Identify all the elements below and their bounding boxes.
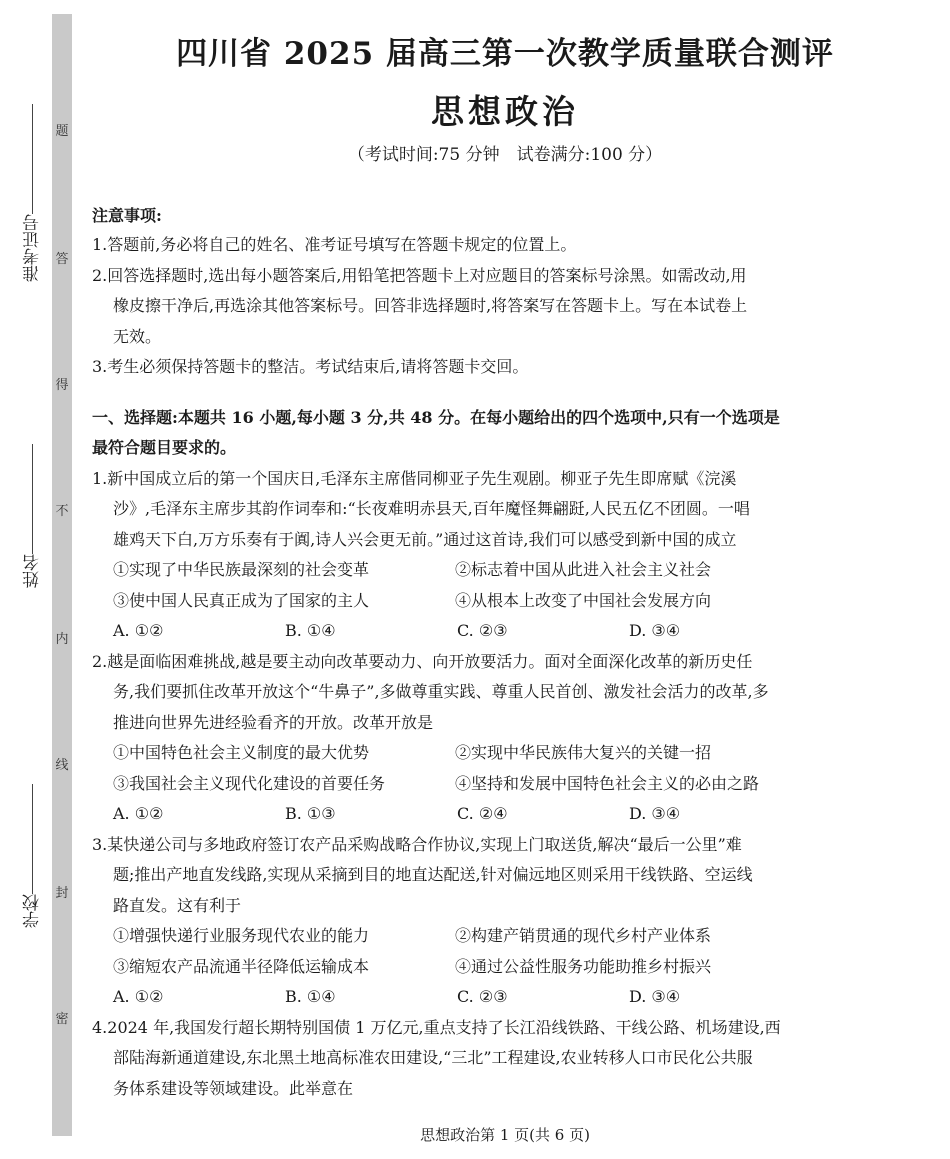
- statement: ④从根本上改变了中国社会发展方向: [455, 590, 712, 610]
- question-stem: 雄鸡天下白,万方乐奏有于阗,诗人兴会更无前。”通过这首诗,我们可以感受到新中国的成立: [113, 529, 737, 549]
- question-stem: 务体系建设等领域建设。此举意在: [113, 1078, 354, 1098]
- question-stem: 2.越是面临困难挑战,越是要主动向改革要动力、向开放要活力。面对全面深化改革的新历史任: [92, 651, 753, 671]
- section-title: 最符合题目要求的。: [92, 438, 237, 457]
- choice-d: D. ③④: [629, 987, 681, 1006]
- seal-char: 密: [55, 1012, 69, 1027]
- choice-b: B. ①④: [285, 621, 336, 640]
- exam-info: （考试时间:75 分钟 试卷满分:100 分）: [347, 145, 663, 165]
- question-stem: 题;推出产地直发线路,实现从采摘到目的地直达配送,针对偏远地区则采用干线铁路、空运线: [113, 865, 753, 884]
- statement: ②构建产销贯通的现代乡村产业体系: [455, 926, 712, 945]
- notice-item: 3.考生必须保持答题卡的整洁。考试结束后,请将答题卡交回。: [92, 357, 529, 376]
- notice-item: 无效。: [113, 326, 162, 346]
- choice-d: D. ③④: [629, 621, 681, 640]
- question-stem: 路直发。这有利于: [113, 895, 242, 915]
- seal-char: 线: [55, 758, 69, 773]
- exam-content: [92, 202, 860, 1104]
- question-stem: 1.新中国成立后的第一个国庆日,毛泽东主席偕同柳亚子先生观剧。柳亚子先生即席赋《浣溪: [92, 468, 737, 488]
- choice-c: C. ②③: [457, 987, 508, 1006]
- choice-a: A. ①②: [113, 621, 164, 640]
- exam-number-field: 准考证号: [18, 100, 46, 287]
- choice-c: C. ②④: [457, 804, 508, 823]
- seal-char: 得: [55, 378, 69, 393]
- choice-b: B. ①④: [285, 987, 336, 1006]
- question-2: [92, 647, 860, 830]
- subject-title: 思想政治: [431, 92, 579, 131]
- question-3: [92, 830, 860, 1013]
- statement: ①增强快递行业服务现代农业的能力: [113, 926, 370, 945]
- seal-char: 题: [55, 124, 69, 139]
- choice-a: A. ①②: [113, 804, 164, 823]
- statement: ③缩短农产品流通半径降低运输成本: [113, 956, 370, 976]
- seal-char: 内: [55, 632, 69, 647]
- question-stem: 务,我们要抓住改革开放这个“牛鼻子”,多做尊重实践、尊重人民首创、激发社会活力的改革,多: [113, 682, 769, 701]
- exam-title: 四川省 2025 届高三第一次教学质量联合测评: [176, 36, 834, 72]
- statement: ②标志着中国从此进入社会主义社会: [455, 560, 712, 579]
- choice-d: D. ③④: [629, 804, 681, 823]
- page-footer: 思想政治第 1 页(共 6 页): [420, 1126, 590, 1144]
- choice-c: C. ②③: [457, 621, 508, 640]
- school-field: 学校: [18, 780, 46, 933]
- question-4: [92, 1013, 860, 1105]
- seal-char: 不: [55, 504, 69, 519]
- seal-char: 答: [55, 252, 69, 267]
- choice-b: B. ①③: [285, 804, 336, 823]
- statement: ③使中国人民真正成为了国家的主人: [113, 590, 370, 610]
- name-field: 姓名: [18, 440, 46, 593]
- question-stem: 部陆海新通道建设,东北黑土地高标准农田建设,“三北”工程建设,农业转移人口市民化公共服: [113, 1048, 753, 1067]
- notice-item: 2.回答选择题时,选出每小题答案后,用铅笔把答题卡上对应题目的答案标号涂黑。如需改动,用: [92, 265, 747, 285]
- question-1: [92, 464, 860, 647]
- notice-item: 1.答题前,务必将自己的姓名、准考证号填写在答题卡规定的位置上。: [92, 235, 577, 254]
- question-stem: 4.2024 年,我国发行超长期特别国债 1 万亿元,重点支持了长江沿线铁路、干线公路、机场建设,西: [92, 1017, 781, 1037]
- question-stem: 推进向世界先进经验看齐的开放。改革开放是: [113, 712, 434, 732]
- statement: ①中国特色社会主义制度的最大优势: [113, 743, 370, 762]
- notice-item: 橡皮擦干净后,再选涂其他答案标号。回答非选择题时,将答案写在答题卡上。写在本试卷上: [113, 296, 748, 315]
- binding-gutter: [52, 14, 72, 1136]
- notice-title: 注意事项:: [92, 206, 162, 225]
- statement: ④通过公益性服务功能助推乡村振兴: [455, 956, 712, 976]
- statement: ②实现中华民族伟大复兴的关键一招: [455, 743, 712, 762]
- statement: ③我国社会主义现代化建设的首要任务: [113, 773, 386, 793]
- choice-a: A. ①②: [113, 987, 164, 1006]
- seal-char: 封: [55, 886, 69, 901]
- statement: ①实现了中华民族最深刻的社会变革: [113, 560, 370, 579]
- statement: ④坚持和发展中国特色社会主义的必由之路: [455, 773, 760, 793]
- question-stem: 沙》,毛泽东主席步其韵作词奉和:“长夜难明赤县天,百年魔怪舞翩跹,人民五亿不团圆。一唱: [113, 499, 750, 518]
- section-title: 一、选择题:本题共 16 小题,每小题 3 分,共 48 分。在每小题给出的四个选项中,只有一个选项是: [92, 407, 780, 427]
- question-stem: 3.某快递公司与多地政府签订农产品采购战略合作协议,实现上门取送货,解决“最后一公里”难: [92, 834, 742, 854]
